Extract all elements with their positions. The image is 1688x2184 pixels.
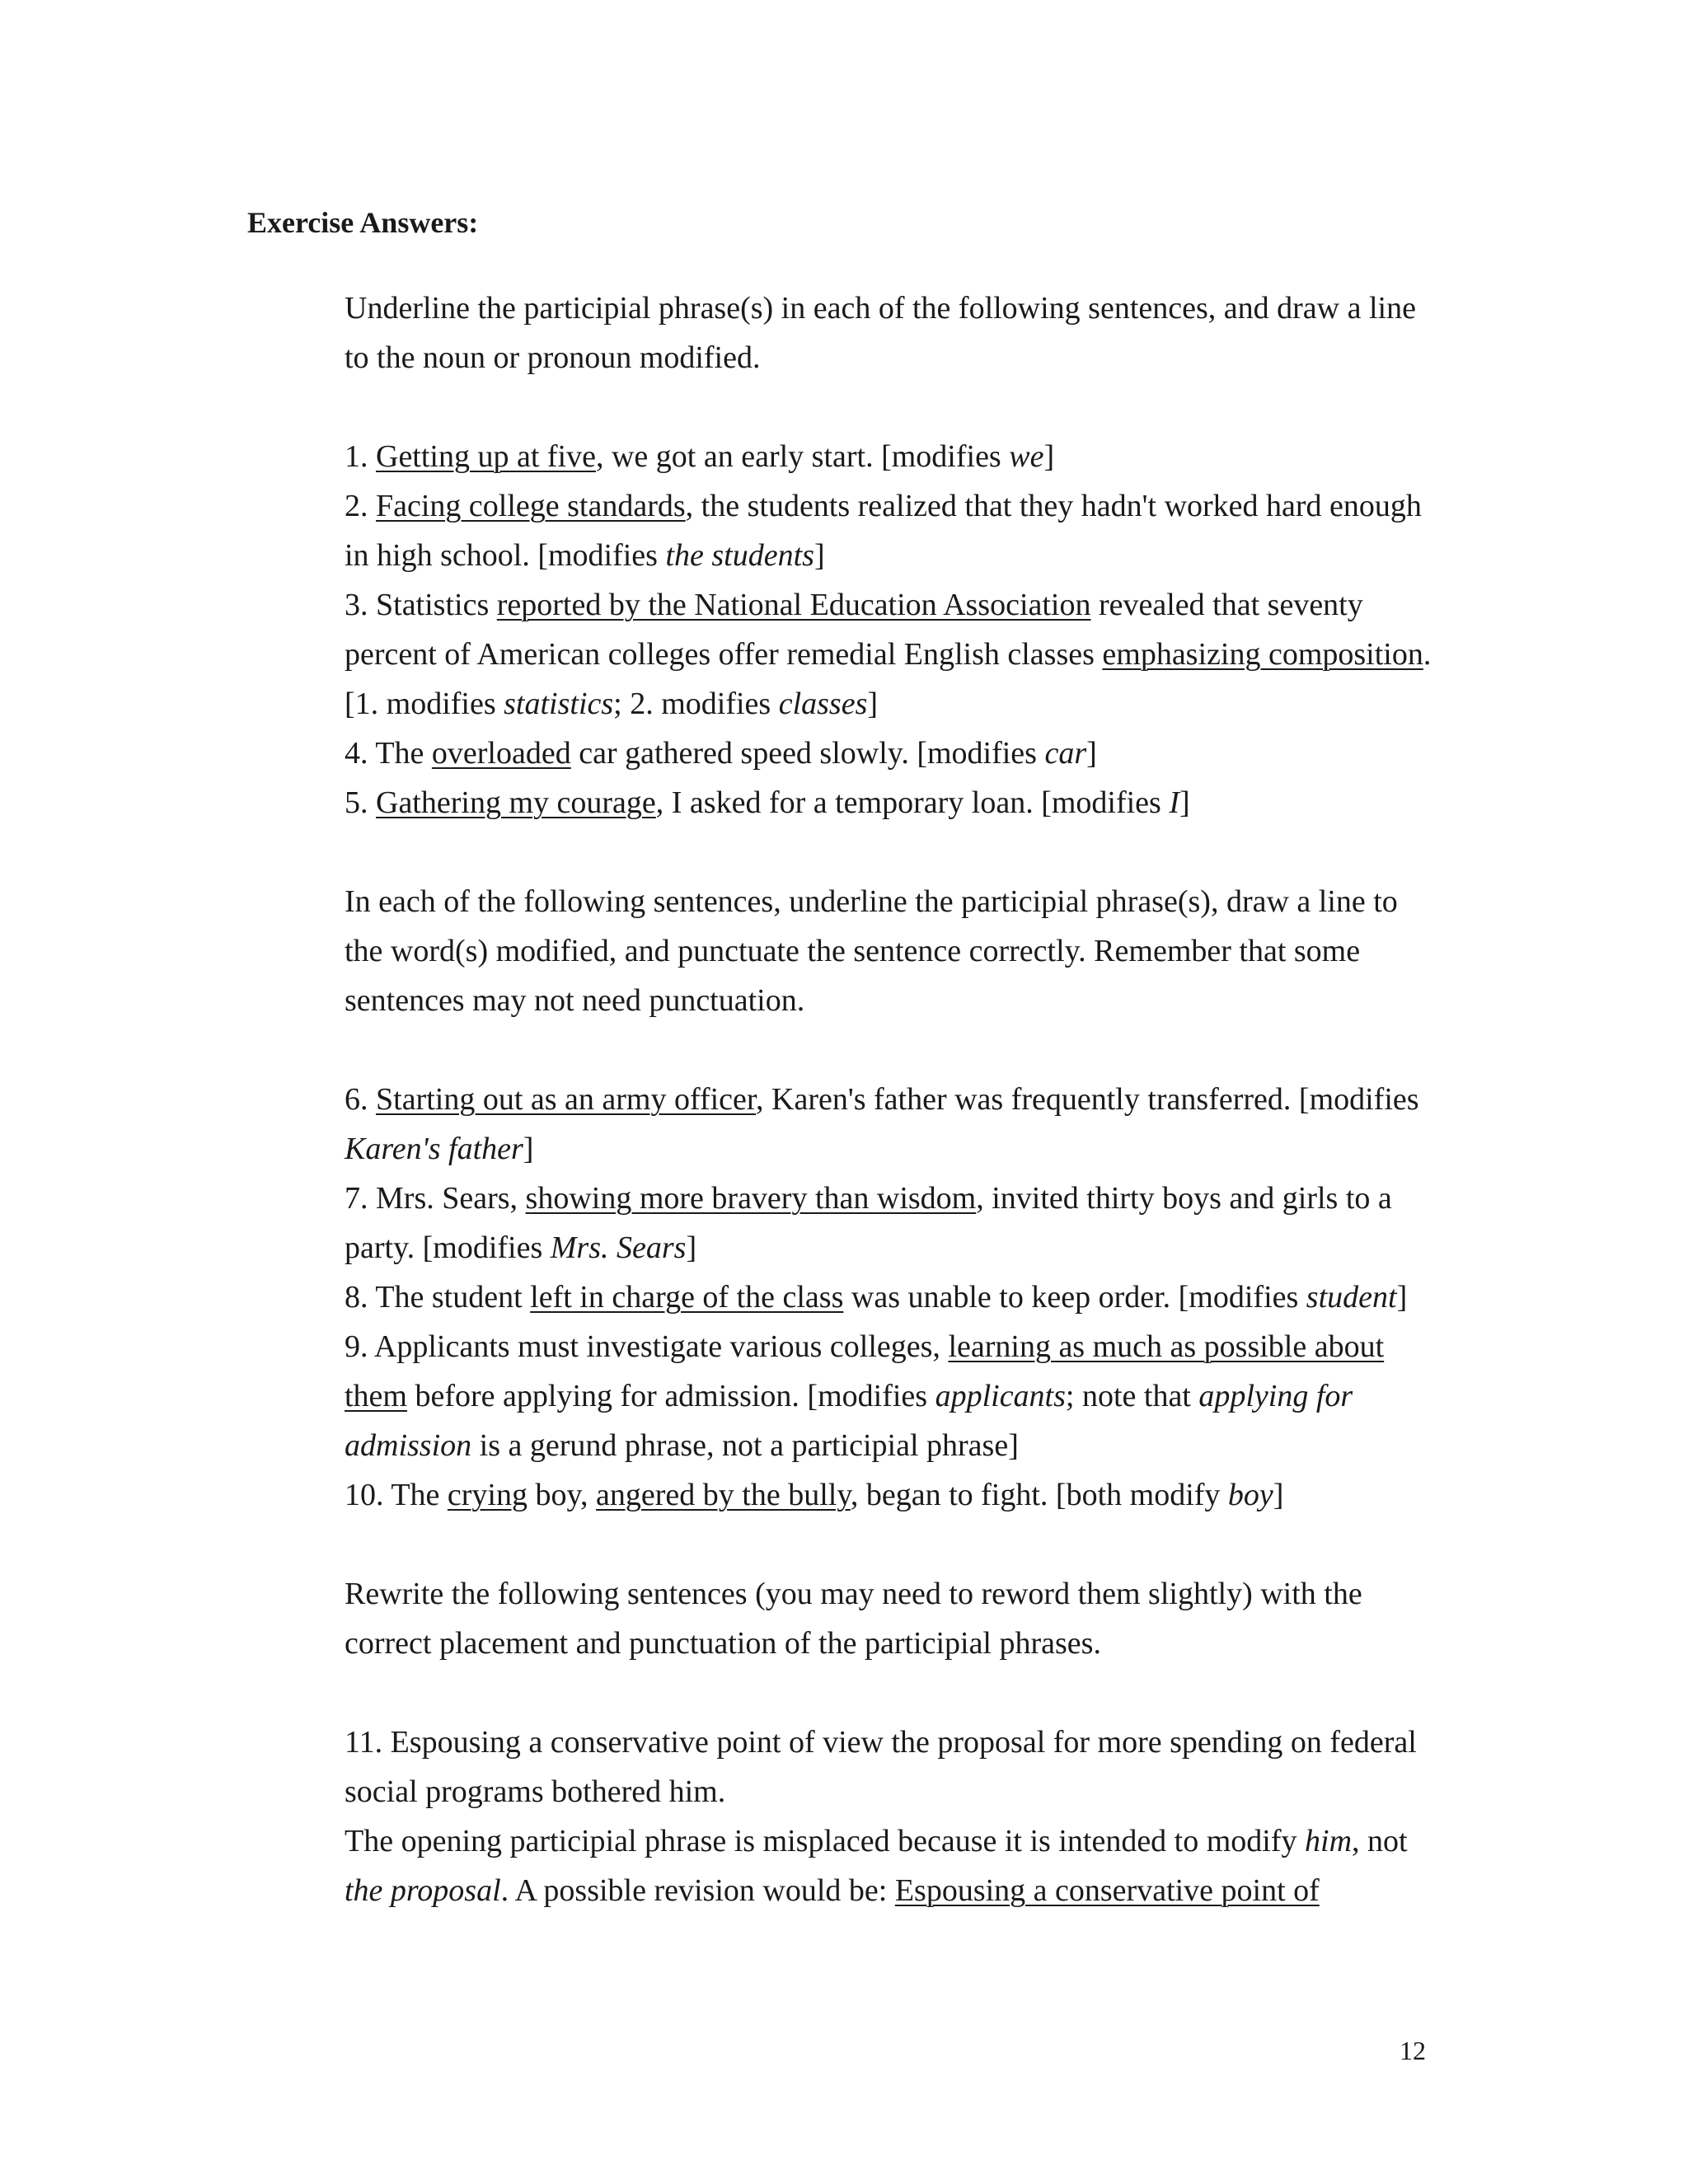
exercise-answers-body bbox=[345, 284, 1441, 1915]
participial-phrase: showing more bravery than wisdom bbox=[525, 1181, 977, 1216]
spacer bbox=[345, 827, 1441, 877]
answer-item-2: 2. Facing college standards, the students realized that they hadn't worked hard enough in high school. [modifies the students] bbox=[345, 489, 1422, 573]
participial-phrase: Getting up at five bbox=[376, 439, 596, 474]
participial-phrase: angered by the bully bbox=[596, 1478, 851, 1512]
modified-word: we bbox=[1009, 439, 1044, 474]
answer-item-6: 6. Starting out as an army officer, Karen's father was frequently transferred. [modifies Karen's father] bbox=[345, 1082, 1419, 1166]
participial-phrase: Gathering my courage bbox=[376, 785, 656, 820]
modified-word: Mrs. Sears bbox=[550, 1230, 687, 1265]
spacer bbox=[345, 1668, 1441, 1718]
modified-word: car bbox=[1044, 736, 1087, 771]
modified-word: him bbox=[1305, 1824, 1353, 1858]
page-heading: Exercise Answers: bbox=[247, 206, 479, 239]
modified-word: the students bbox=[665, 538, 814, 573]
answer-item-9: 9. Applicants must investigate various colleges, learning as much as possible about them before applying for admission. [modifies applicants; note that applying for admission is a gerund phrase, not a participial phrase] bbox=[345, 1329, 1385, 1463]
participial-phrase: overloaded bbox=[431, 736, 571, 771]
section-1-instructions: Underline the participial phrase(s) in each of the following sentences, and draw a line to the noun or pronoun modified. bbox=[345, 291, 1416, 375]
section-3-instructions: Rewrite the following sentences (you may need to reword them slightly) with the correct placement and punctuation of the participial phrases. bbox=[345, 1577, 1362, 1661]
modified-word: classes bbox=[778, 687, 868, 721]
spacer bbox=[345, 1520, 1441, 1569]
modified-word: boy bbox=[1227, 1478, 1273, 1512]
answer-item-4: 4. The overloaded car gathered speed slowly. [modifies car] bbox=[345, 736, 1097, 771]
participial-phrase: Espousing a conservative point of bbox=[894, 1873, 1320, 1908]
participial-phrase: reported by the National Education Association bbox=[496, 588, 1091, 622]
spacer bbox=[345, 382, 1441, 432]
answer-item-10: 10. The crying boy, angered by the bully, began to fight. [both modify boy] bbox=[345, 1478, 1284, 1512]
modified-word: statistics bbox=[504, 687, 614, 721]
participial-phrase: left in charge of the class bbox=[530, 1280, 844, 1315]
answer-item-11-explanation: The opening participial phrase is misplaced because it is intended to modify him, not the proposal. A possible revision would be: Espousing a conservative point of bbox=[345, 1824, 1408, 1908]
answer-item-11-sentence: 11. Espousing a conservative point of view the proposal for more spending on federal social programs bothered him. bbox=[345, 1725, 1417, 1809]
answer-item-3: 3. Statistics reported by the National Education Association revealed that seventy percent of American colleges offer remedial English classes emphasizing composition. [1. modifies statistics; 2. modifies classes] bbox=[345, 588, 1432, 721]
spacer bbox=[345, 1025, 1441, 1075]
misplaced-target: the proposal bbox=[345, 1873, 501, 1908]
participial-phrase: Facing college standards bbox=[376, 489, 686, 523]
modified-word: applicants bbox=[935, 1379, 1066, 1413]
answer-item-8: 8. The student left in charge of the class was unable to keep order. [modifies student] bbox=[345, 1280, 1408, 1315]
gerund-phrase: applying for admission bbox=[345, 1379, 1353, 1463]
modified-word: I bbox=[1169, 785, 1179, 820]
modified-word: Karen's father bbox=[345, 1132, 523, 1166]
participial-phrase: emphasizing composition bbox=[1102, 637, 1423, 672]
section-2-instructions: In each of the following sentences, underline the participial phrase(s), draw a line to the word(s) modified, and punctuate the sentence correctly. Remember that some sentences may not need punctuation. bbox=[345, 884, 1398, 1018]
participial-phrase: crying bbox=[447, 1478, 528, 1512]
participial-phrase: Starting out as an army officer bbox=[376, 1082, 757, 1117]
answer-item-1: 1. Getting up at five, we got an early start. [modifies we] bbox=[345, 439, 1055, 474]
modified-word: student bbox=[1306, 1280, 1397, 1315]
answer-item-5: 5. Gathering my courage, I asked for a temporary loan. [modifies I] bbox=[345, 785, 1190, 820]
answer-item-7: 7. Mrs. Sears, showing more bravery than wisdom, invited thirty boys and girls to a party. [modifies Mrs. Sears] bbox=[345, 1181, 1392, 1265]
participial-phrase: learning as much as possible about them bbox=[345, 1329, 1385, 1413]
page-number: 12 bbox=[1400, 2036, 1426, 2065]
